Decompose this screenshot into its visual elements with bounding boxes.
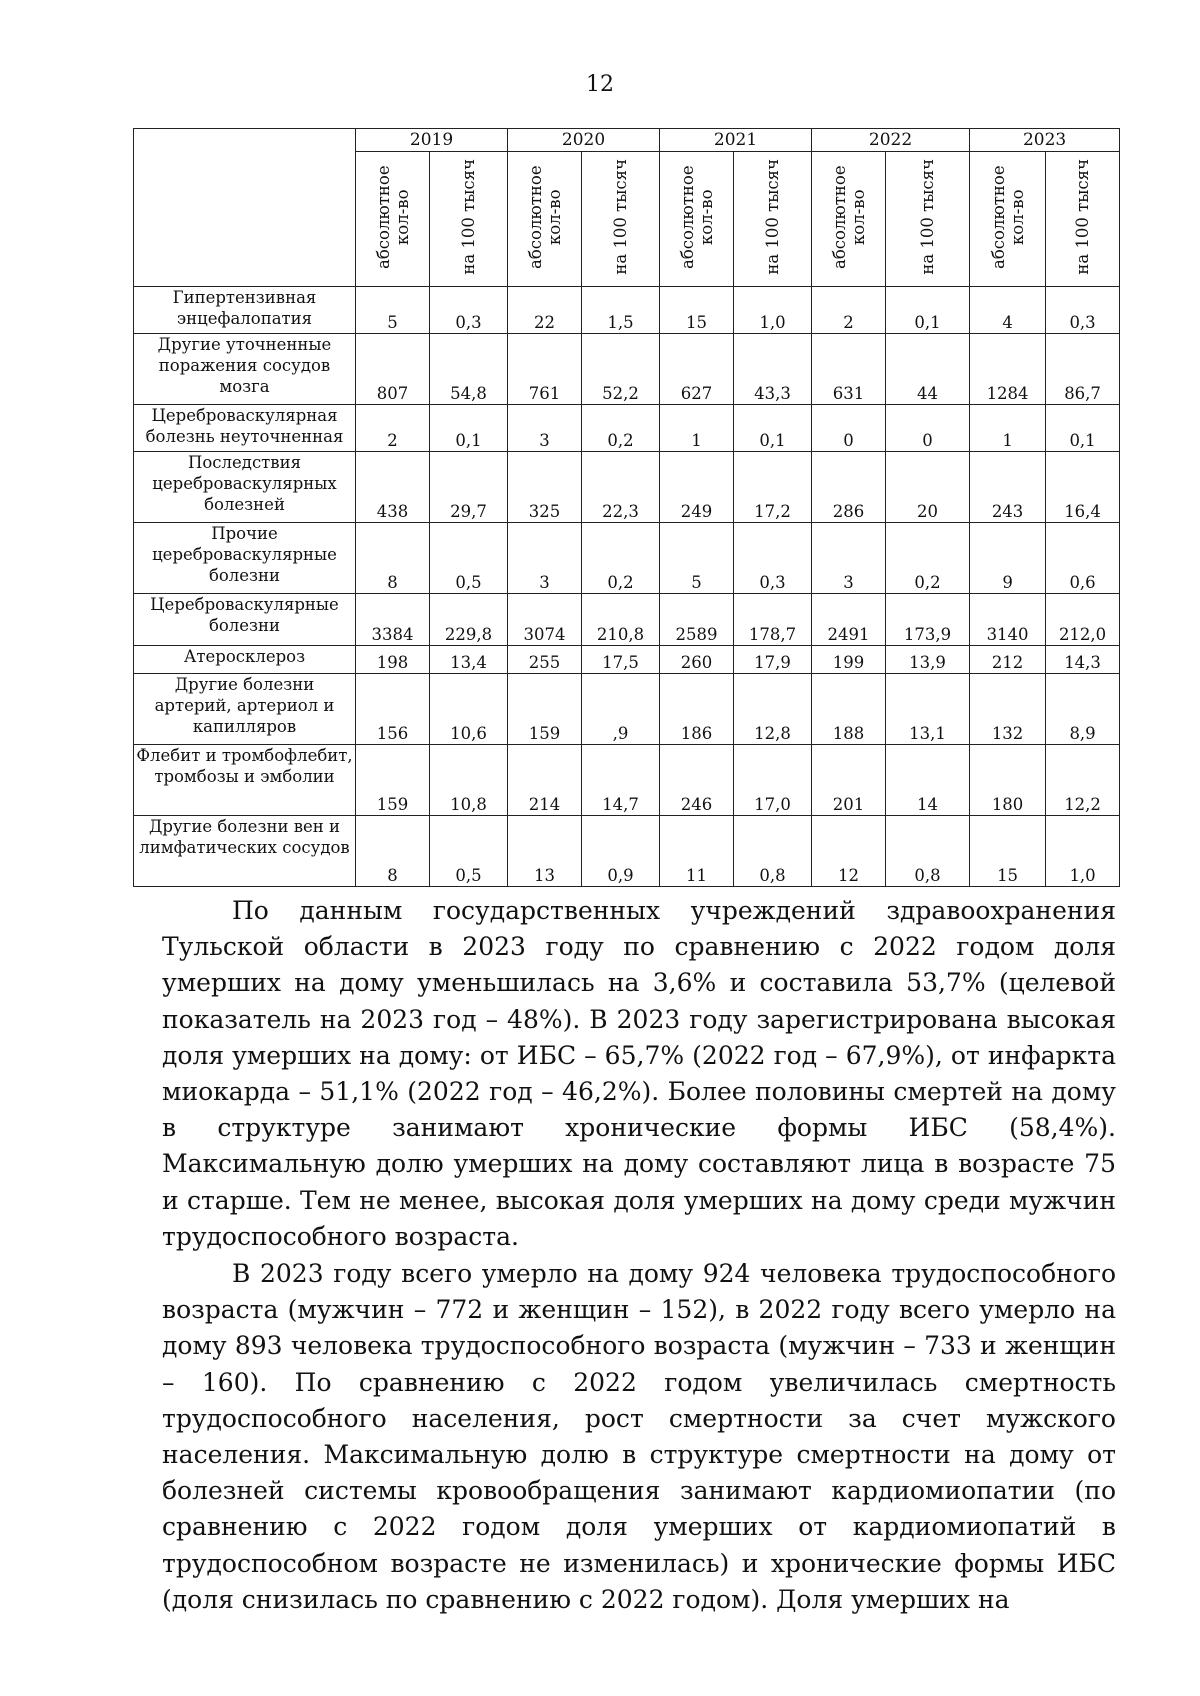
per-100k-cell: 0,3 — [1046, 287, 1120, 334]
absolute-count-header: абсолютное кол-во — [508, 152, 582, 287]
per-100k-cell: 1,0 — [734, 287, 812, 334]
per-100k-cell: 0,8 — [886, 816, 970, 887]
table-row — [134, 452, 1120, 523]
absolute-count-cell: 8 — [356, 816, 430, 887]
per-100k-cell: 12,2 — [1046, 745, 1120, 816]
absolute-count-header: абсолютное кол-во — [660, 152, 734, 287]
absolute-count-cell: 627 — [660, 334, 734, 405]
absolute-count-cell: 1284 — [970, 334, 1046, 405]
row-label: Флебит и тромбофлебит, тромбозы и эмболии — [134, 745, 356, 816]
per-100k-cell: 0,3 — [734, 523, 812, 594]
absolute-count-cell: 11 — [660, 816, 734, 887]
table-row — [134, 334, 1120, 405]
per-100k-cell: 17,5 — [582, 646, 660, 674]
absolute-count-cell: 198 — [356, 646, 430, 674]
table-row — [134, 594, 1120, 646]
per-100k-cell: 229,8 — [430, 594, 508, 646]
per-100k-cell: 52,2 — [582, 334, 660, 405]
per-100k-cell: 0 — [886, 405, 970, 452]
per-100k-cell: 0,6 — [1046, 523, 1120, 594]
per-100k-cell: 13,1 — [886, 674, 970, 745]
absolute-count-cell: 3140 — [970, 594, 1046, 646]
absolute-count-cell: 8 — [356, 523, 430, 594]
table-row — [134, 745, 1120, 816]
absolute-count-cell: 807 — [356, 334, 430, 405]
absolute-count-cell: 214 — [508, 745, 582, 816]
absolute-count-cell: 2 — [356, 405, 430, 452]
absolute-count-cell: 761 — [508, 334, 582, 405]
absolute-count-cell: 2 — [812, 287, 886, 334]
absolute-count-header: абсолютное кол-во — [970, 152, 1046, 287]
per-100k-cell: 0,2 — [582, 405, 660, 452]
absolute-count-cell: 255 — [508, 646, 582, 674]
year-header: 2019 — [356, 129, 508, 152]
per-100k-cell: 0,9 — [582, 816, 660, 887]
absolute-count-cell: 2491 — [812, 594, 886, 646]
absolute-count-cell: 2589 — [660, 594, 734, 646]
per-100k-header: на 100 тысяч — [886, 152, 970, 287]
year-header: 2023 — [970, 129, 1120, 152]
table-row — [134, 674, 1120, 745]
absolute-count-cell: 1 — [970, 405, 1046, 452]
per-100k-cell: 86,7 — [1046, 334, 1120, 405]
per-100k-cell: 0,1 — [886, 287, 970, 334]
per-100k-cell: 17,9 — [734, 646, 812, 674]
absolute-count-cell: 159 — [356, 745, 430, 816]
row-label: Цереброваскулярные болезни — [134, 594, 356, 646]
absolute-count-cell: 12 — [812, 816, 886, 887]
absolute-count-cell: 9 — [970, 523, 1046, 594]
absolute-count-cell: 249 — [660, 452, 734, 523]
per-100k-cell: 0,1 — [1046, 405, 1120, 452]
per-100k-cell: 0,2 — [582, 523, 660, 594]
absolute-count-cell: 325 — [508, 452, 582, 523]
page-number: 12 — [586, 72, 614, 97]
per-100k-cell: 13,9 — [886, 646, 970, 674]
table-row — [134, 523, 1120, 594]
per-100k-cell: 1,0 — [1046, 816, 1120, 887]
absolute-count-cell: 3 — [812, 523, 886, 594]
per-100k-cell: 10,8 — [430, 745, 508, 816]
per-100k-cell: 0,8 — [734, 816, 812, 887]
per-100k-cell: 13,4 — [430, 646, 508, 674]
per-100k-header: на 100 тысяч — [734, 152, 812, 287]
absolute-count-cell: 212 — [970, 646, 1046, 674]
per-100k-cell: 0,2 — [886, 523, 970, 594]
absolute-count-cell: 631 — [812, 334, 886, 405]
per-100k-cell: 210,8 — [582, 594, 660, 646]
absolute-count-cell: 243 — [970, 452, 1046, 523]
absolute-count-cell: 4 — [970, 287, 1046, 334]
absolute-count-cell: 438 — [356, 452, 430, 523]
absolute-count-cell: 15 — [660, 287, 734, 334]
per-100k-header: на 100 тысяч — [582, 152, 660, 287]
per-100k-header: на 100 тысяч — [1046, 152, 1120, 287]
per-100k-cell: 22,3 — [582, 452, 660, 523]
per-100k-cell: 14,3 — [1046, 646, 1120, 674]
per-100k-cell: 14,7 — [582, 745, 660, 816]
absolute-count-cell: 286 — [812, 452, 886, 523]
absolute-count-cell: 246 — [660, 745, 734, 816]
per-100k-cell: 17,0 — [734, 745, 812, 816]
year-header: 2021 — [660, 129, 812, 152]
absolute-count-cell: 5 — [660, 523, 734, 594]
row-label: Последствия цереброваскулярных болезней — [134, 452, 356, 523]
absolute-count-header: абсолютное кол-во — [356, 152, 430, 287]
per-100k-cell: 17,2 — [734, 452, 812, 523]
per-100k-cell: 0,5 — [430, 523, 508, 594]
per-100k-cell: 43,3 — [734, 334, 812, 405]
absolute-count-cell: 159 — [508, 674, 582, 745]
absolute-count-cell: 260 — [660, 646, 734, 674]
absolute-count-cell: 188 — [812, 674, 886, 745]
year-header: 2022 — [812, 129, 970, 152]
absolute-count-cell: 0 — [812, 405, 886, 452]
table-row — [134, 646, 1120, 674]
absolute-count-cell: 5 — [356, 287, 430, 334]
per-100k-cell: 20 — [886, 452, 970, 523]
paragraph-1: По данным государственных учреждений здравоохранения Тульской области в 2023 году по сравнению с 2022 годом доля умерших на дому уменьшилась на 3,6% и составила 53,7% (целевой показатель на 2023 год – 48%). В 2023 году зарегистрирована высокая доля умерших на дому: от ИБС – 65,7% (2022 год – 67,9%), от инфаркта миокарда – 51,1% (2022 год – 46,2%). Более половины смертей на дому в структуре занимают хронические формы ИБС (58,4%). Максимальную долю умерших на дому составляют лица в возрасте 75 и старше. Тем не менее, высокая доля умерших на дому среди мужчин трудоспособного возраста. — [162, 896, 1116, 1251]
per-100k-cell: 178,7 — [734, 594, 812, 646]
year-header: 2020 — [508, 129, 660, 152]
absolute-count-cell: 3384 — [356, 594, 430, 646]
mortality-table — [133, 128, 1120, 887]
absolute-count-cell: 180 — [970, 745, 1046, 816]
per-100k-cell: ,9 — [582, 674, 660, 745]
per-100k-cell: 12,8 — [734, 674, 812, 745]
absolute-count-cell: 3 — [508, 523, 582, 594]
row-label: Прочие цереброваскулярные болезни — [134, 523, 356, 594]
absolute-count-cell: 15 — [970, 816, 1046, 887]
per-100k-cell: 8,9 — [1046, 674, 1120, 745]
table-row — [134, 405, 1120, 452]
row-label: Другие болезни вен и лимфатических сосудов — [134, 816, 356, 887]
per-100k-cell: 14 — [886, 745, 970, 816]
absolute-count-cell: 1 — [660, 405, 734, 452]
row-label: Другие уточненные поражения сосудов мозга — [134, 334, 356, 405]
per-100k-cell: 44 — [886, 334, 970, 405]
absolute-count-cell: 156 — [356, 674, 430, 745]
per-100k-cell: 0,5 — [430, 816, 508, 887]
absolute-count-cell: 22 — [508, 287, 582, 334]
paragraph-2: В 2023 году всего умерло на дому 924 человека трудоспособного возраста (мужчин – 772 и женщин – 152), в 2022 году всего умерло на дому 893 человека трудоспособного возраста (мужчин – 733 и женщин – 160). По сравнению с 2022 годом увеличилась смертность трудоспособного населения, рост смертности за счет мужского населения. Максимальную долю в структуре смертности на дому от болезней системы кровообращения занимают кардиомиопатии (по сравнению с 2022 годом доля умерших от кардиомиопатий в трудоспособном возрасте не изменилась) и хронические формы ИБС (доля снизилась по сравнению с 2022 годом). Доля умерших на — [162, 1259, 1116, 1614]
table-row — [134, 816, 1120, 887]
per-100k-cell: 0,3 — [430, 287, 508, 334]
per-100k-cell: 16,4 — [1046, 452, 1120, 523]
per-100k-cell: 1,5 — [582, 287, 660, 334]
per-100k-cell: 10,6 — [430, 674, 508, 745]
absolute-count-cell: 3 — [508, 405, 582, 452]
per-100k-cell: 212,0 — [1046, 594, 1120, 646]
absolute-count-cell: 13 — [508, 816, 582, 887]
absolute-count-cell: 199 — [812, 646, 886, 674]
per-100k-cell: 0,1 — [430, 405, 508, 452]
per-100k-cell: 0,1 — [734, 405, 812, 452]
absolute-count-cell: 186 — [660, 674, 734, 745]
absolute-count-cell: 201 — [812, 745, 886, 816]
per-100k-header: на 100 тысяч — [430, 152, 508, 287]
per-100k-cell: 29,7 — [430, 452, 508, 523]
absolute-count-cell: 3074 — [508, 594, 582, 646]
row-label: Гипертензивная энцефалопатия — [134, 287, 356, 334]
row-label: Цереброваскулярная болезнь неуточненная — [134, 405, 356, 452]
per-100k-cell: 54,8 — [430, 334, 508, 405]
year-header-row — [134, 129, 1120, 152]
corner-cell — [134, 129, 356, 287]
per-100k-cell: 173,9 — [886, 594, 970, 646]
absolute-count-header: абсолютное кол-во — [812, 152, 886, 287]
row-label: Другие болезни артерий, артериол и капилляров — [134, 674, 356, 745]
row-label: Атеросклероз — [134, 646, 356, 674]
absolute-count-cell: 132 — [970, 674, 1046, 745]
table-row — [134, 287, 1120, 334]
